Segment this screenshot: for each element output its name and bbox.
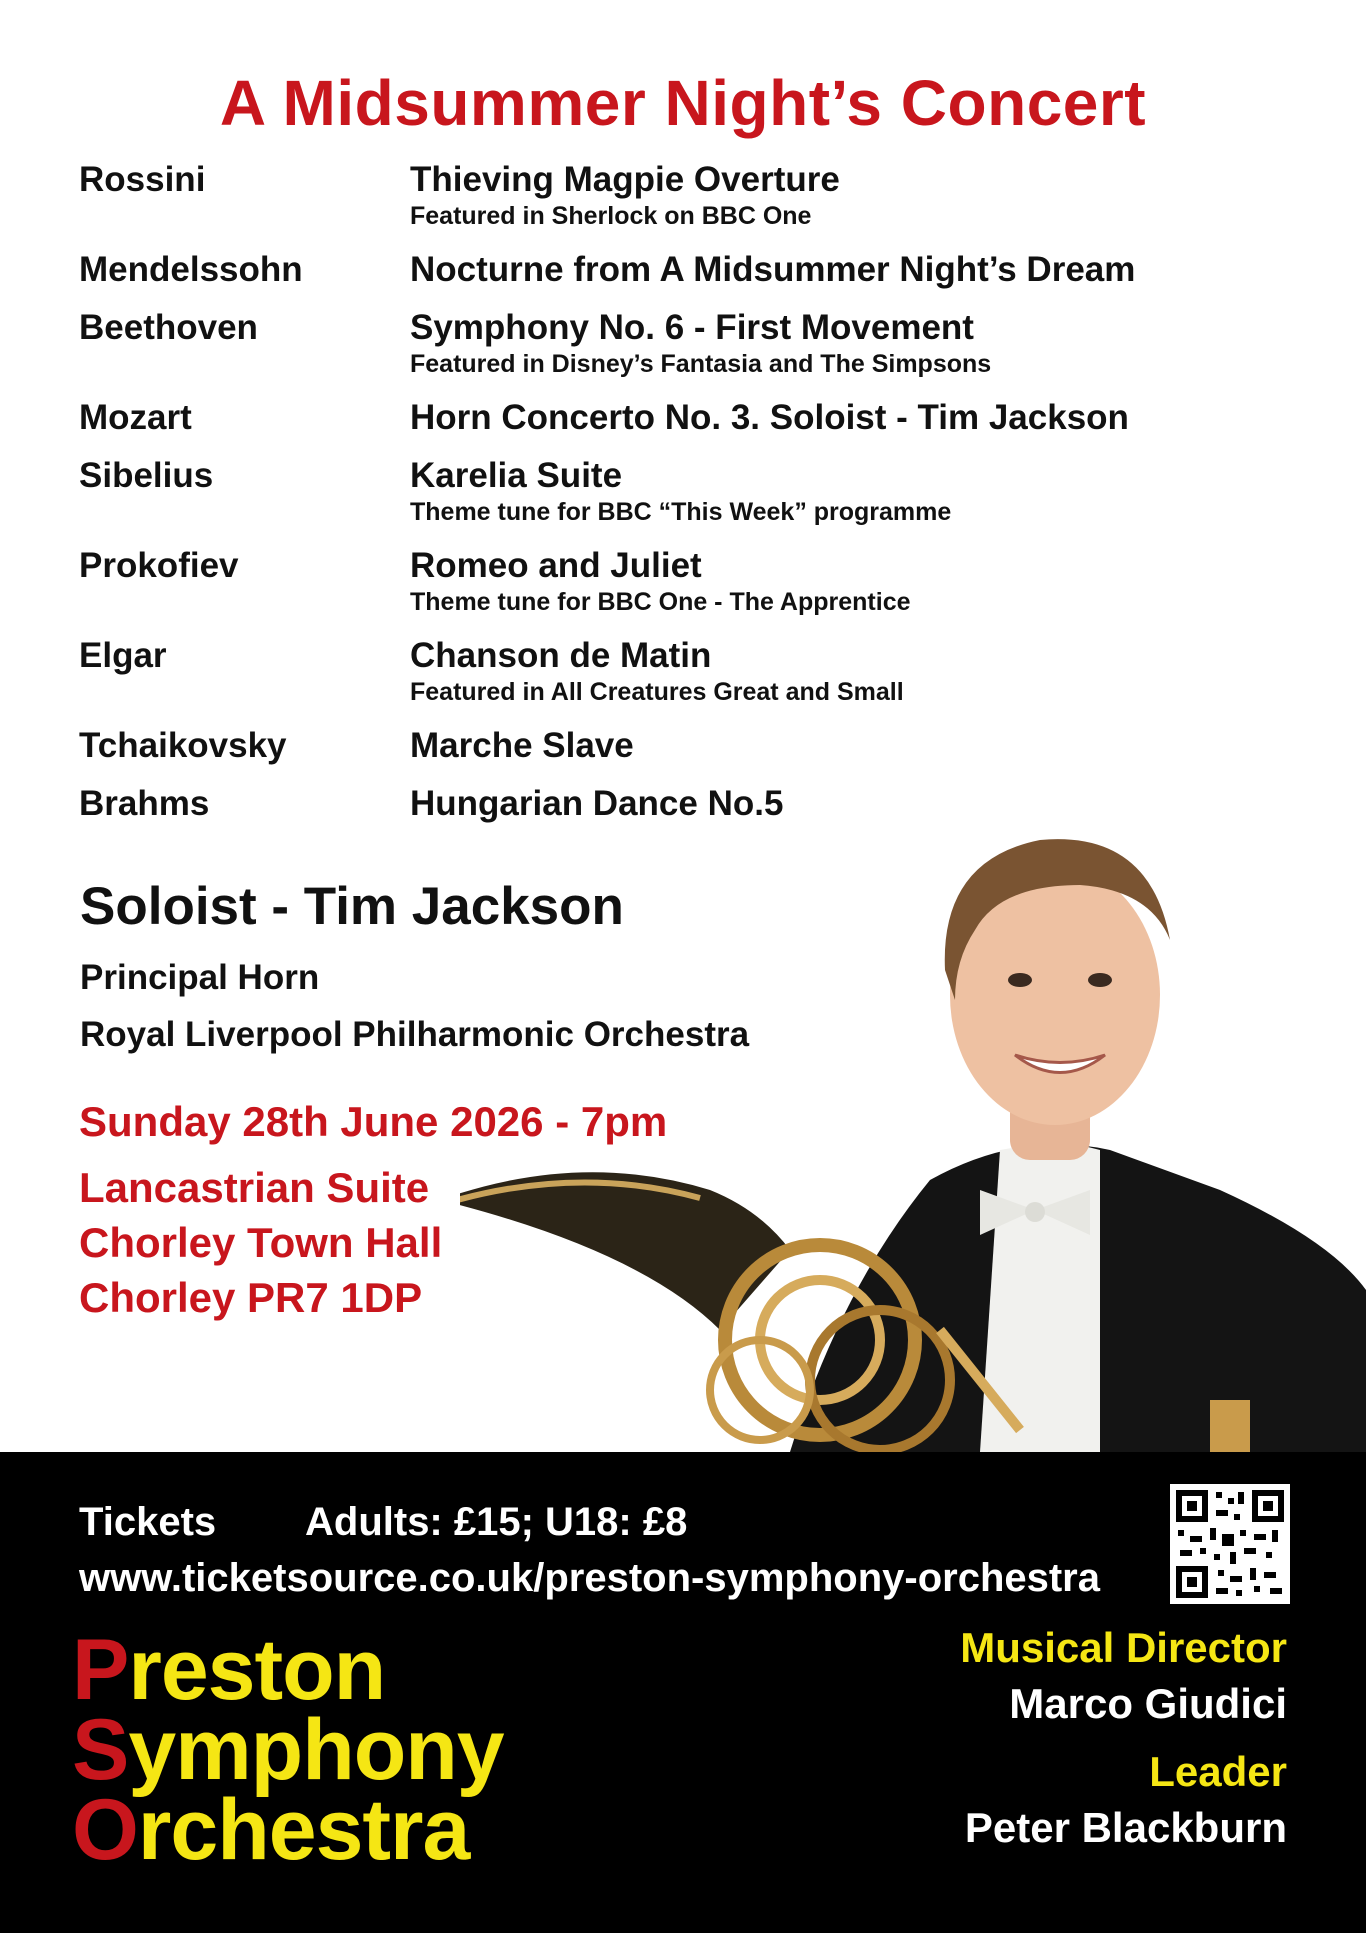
piece-note: Featured in All Creatures Great and Small	[410, 678, 904, 706]
piece-title: Chanson de Matin	[410, 636, 712, 675]
venue-line: Chorley Town Hall	[79, 1219, 443, 1266]
soloist-orchestra: Royal Liverpool Philharmonic Orchestra	[80, 1015, 750, 1054]
programme-row	[79, 308, 1229, 380]
composer-name: Mendelssohn	[79, 250, 303, 289]
concert-title: A Midsummer Night’s Concert	[219, 67, 1147, 139]
event-date: Sunday 28th June 2026 - 7pm	[79, 1098, 668, 1145]
qr-code-graphic	[1170, 1484, 1290, 1604]
composer-name: Tchaikovsky	[79, 726, 287, 765]
composer-name: Elgar	[79, 636, 167, 675]
composer-name: Mozart	[79, 398, 192, 437]
programme-list	[79, 160, 1229, 842]
piece-title: Symphony No. 6 - First Movement	[410, 308, 974, 347]
tickets-label: Tickets	[79, 1500, 217, 1544]
qr-code-icon[interactable]	[1170, 1484, 1290, 1604]
credits	[960, 1620, 1287, 1868]
piece-title: Hungarian Dance No.5	[410, 784, 784, 823]
pso-logo	[72, 1622, 504, 1878]
logo-text: reston	[128, 1622, 386, 1718]
soloist-role: Principal Horn	[80, 958, 320, 997]
programme-row	[79, 250, 1229, 290]
composer-name: Prokofiev	[79, 546, 239, 585]
logo-text: ymphony	[128, 1702, 504, 1798]
soloist-heading: Soloist - Tim Jackson	[80, 877, 624, 936]
logo-initial: O	[72, 1782, 138, 1878]
footer-band	[0, 1452, 1366, 1933]
logo-initial: P	[72, 1622, 129, 1718]
piece-title: Marche Slave	[410, 726, 634, 765]
piece-title: Romeo and Juliet	[410, 546, 702, 585]
soloist-section	[80, 875, 749, 1063]
piece-title: Karelia Suite	[410, 456, 623, 495]
piece-note: Theme tune for BBC “This Week” programme	[410, 498, 952, 526]
director-role: Musical Director	[960, 1624, 1287, 1671]
programme-row	[79, 726, 1229, 766]
venue-line: Chorley PR7 1DP	[79, 1274, 423, 1321]
piece-note: Featured in Disney’s Fantasia and The Simpsons	[410, 350, 992, 378]
ticket-prices	[79, 1496, 687, 1548]
leader-role: Leader	[1149, 1748, 1287, 1795]
piece-title: Thieving Magpie Overture	[410, 160, 840, 199]
piece-title: Nocturne from A Midsummer Night’s Dream	[410, 250, 1136, 289]
logo-text: rchestra	[137, 1782, 470, 1878]
programme-row	[79, 456, 1229, 528]
tickets-url[interactable]: www.ticketsource.co.uk/preston-symphony-orchestra	[79, 1556, 1100, 1600]
piece-note: Theme tune for BBC One - The Apprentice	[410, 588, 911, 616]
tickets-prices: Adults: £15; U18: £8	[305, 1500, 688, 1544]
composer-name: Rossini	[79, 160, 206, 199]
programme-row	[79, 636, 1229, 708]
logo-initial: S	[72, 1702, 129, 1798]
composer-name: Sibelius	[79, 456, 214, 495]
piece-note: Featured in Sherlock on BBC One	[410, 202, 812, 230]
programme-row	[79, 160, 1229, 232]
programme-row	[79, 546, 1229, 618]
composer-name: Brahms	[79, 784, 210, 823]
programme-row	[79, 398, 1229, 438]
venue-line: Lancastrian Suite	[79, 1164, 430, 1211]
director-name: Marco Giudici	[1009, 1680, 1287, 1727]
piece-title: Horn Concerto No. 3. Soloist - Tim Jackson	[410, 398, 1129, 437]
leader-name: Peter Blackburn	[964, 1804, 1287, 1851]
composer-name: Beethoven	[79, 308, 258, 347]
event-details	[79, 1092, 667, 1325]
